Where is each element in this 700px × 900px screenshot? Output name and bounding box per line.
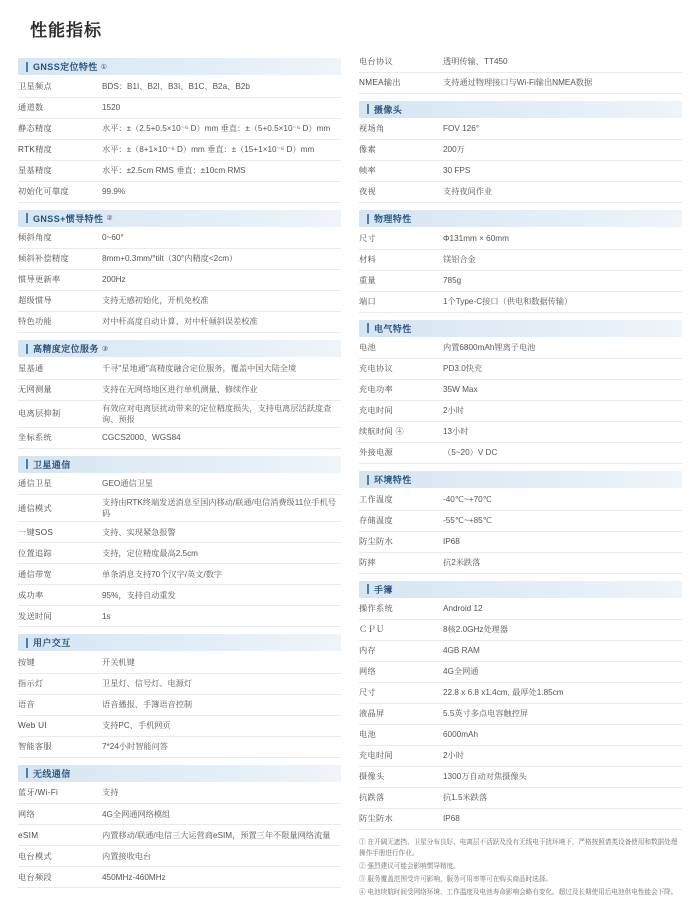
table-row — [359, 531, 682, 552]
table-row — [18, 673, 341, 694]
table-row — [359, 725, 682, 746]
spec-key: 智能客服 — [18, 736, 102, 757]
section-title: GNSS+惯导特性 — [33, 213, 104, 224]
table-row — [359, 182, 682, 203]
table-row — [18, 715, 341, 736]
spec-key: 尺寸 — [359, 228, 443, 249]
spec-value: 1个Type-C接口（供电和数据传输） — [443, 291, 682, 312]
spec-value: 200万 — [443, 140, 682, 161]
spec-value: 4G全网通网络模组 — [102, 804, 341, 825]
footnote-item: ④ 电池续航时间受网络环境、工作温度及电池寿命影响会略有变化。超过及长期使用后电池供电性能会下降。 — [359, 888, 678, 896]
table-row — [18, 379, 341, 400]
table-row — [359, 249, 682, 270]
table-row — [359, 270, 682, 291]
table-row — [359, 401, 682, 422]
spec-key: 特色功能 — [18, 312, 102, 333]
spec-key: 端口 — [359, 291, 443, 312]
spec-table — [359, 119, 682, 204]
table-row — [359, 443, 682, 464]
table-row — [18, 606, 341, 627]
spec-key: 视场角 — [359, 119, 443, 140]
table-row — [18, 228, 341, 249]
spec-value: 内置6800mAh锂离子电池 — [443, 338, 682, 359]
spec-key: 抗跌落 — [359, 788, 443, 809]
section-accent-bar — [367, 475, 369, 485]
table-row — [359, 599, 682, 620]
spec-key: 蓝牙/Wi-Fi — [18, 783, 102, 804]
spec-key: eSIM — [18, 825, 102, 846]
spec-value: 支持无感初始化，开机免校准 — [102, 291, 341, 312]
section-header — [359, 320, 682, 337]
spec-key: 指示灯 — [18, 673, 102, 694]
table-row — [18, 694, 341, 715]
spec-key: 倾斜补偿精度 — [18, 249, 102, 270]
spec-key: 材料 — [359, 249, 443, 270]
table-row — [18, 97, 341, 118]
table-row — [18, 400, 341, 427]
table-row — [359, 140, 682, 161]
section-title: GNSS定位特性 — [33, 62, 98, 72]
spec-key: 工作温度 — [359, 489, 443, 510]
spec-table — [359, 599, 682, 831]
spec-key: 防尘防水 — [359, 809, 443, 830]
spec-value: CGCS2000、WGS84 — [102, 427, 341, 448]
spec-value: 内置移动/联通/电信三大运营商eSIM，预置三年不限量网络流量 — [102, 825, 341, 846]
spec-value: 有效应对电离层扰动带来的定位精度损失，支持电离层活跃度查询、预报 — [102, 400, 341, 427]
spec-key: 电台频段 — [18, 867, 102, 888]
table-row — [18, 427, 341, 448]
spec-key: 内存 — [359, 641, 443, 662]
footnote-item: ① 在开阔无遮挡、卫星分布良好、电离层不活跃及没有无线电干扰环境下，严格按照请类设备使用和数据处理操作手册进行作业。 — [359, 839, 678, 857]
table-row — [359, 809, 682, 830]
spec-key: 无网测量 — [18, 379, 102, 400]
spec-value: 7*24小时智能问答 — [102, 736, 341, 757]
spec-value: 6000mAh — [443, 725, 682, 746]
spec-value: 4GB RAM — [443, 641, 682, 662]
spec-key: 防摔 — [359, 552, 443, 573]
spec-value: 内置接收电台 — [102, 846, 341, 867]
spec-value: PD3.0快充 — [443, 359, 682, 380]
spec-value: 30 FPS — [443, 161, 682, 182]
table-row — [18, 825, 341, 846]
spec-value: 支持通过物理接口与Wi-Fi输出NMEA数据 — [443, 72, 682, 93]
spec-key: 外接电源 — [359, 443, 443, 464]
table-row — [18, 846, 341, 867]
table-row — [359, 704, 682, 725]
section-title: 环境特性 — [374, 475, 412, 485]
table-row — [359, 422, 682, 443]
section-header — [18, 340, 341, 357]
spec-key: 星基精度 — [18, 160, 102, 181]
spec-key: 星基通 — [18, 358, 102, 379]
spec-table — [18, 652, 341, 758]
spec-value: 语音播报、手簿语音控制 — [102, 694, 341, 715]
table-row — [18, 139, 341, 160]
spec-key: 尺寸 — [359, 683, 443, 704]
footnote-item: ② 强烈建议可能会影响惯导精度。 — [359, 862, 460, 870]
spec-key: 摄像头 — [359, 767, 443, 788]
section-accent-bar — [26, 768, 28, 778]
table-row — [359, 683, 682, 704]
table-row — [18, 652, 341, 673]
section-title: 摄像头 — [374, 104, 403, 115]
spec-value: 1520 — [102, 97, 341, 118]
table-row — [359, 380, 682, 401]
table-row — [359, 119, 682, 140]
spec-value: 卫星灯、信号灯、电源灯 — [102, 673, 341, 694]
table-row — [18, 783, 341, 804]
spec-value: 支持由RTK终端发送消息至国内移动/联通/电信消费级11位手机号码 — [102, 495, 341, 522]
table-row — [359, 72, 682, 93]
spec-key: 重量 — [359, 270, 443, 291]
table-row — [18, 543, 341, 564]
section-accent-bar — [26, 459, 28, 469]
spec-value: 开关机键 — [102, 652, 341, 673]
spec-value: 水平：±2.5cm RMS 垂直：±10cm RMS — [102, 160, 341, 181]
spec-key: 静态精度 — [18, 118, 102, 139]
table-row — [359, 552, 682, 573]
section-accent-bar — [26, 62, 28, 72]
spec-key: 坐标系统 — [18, 427, 102, 448]
spec-key: 卫星频点 — [18, 76, 102, 97]
spec-key: 通道数 — [18, 97, 102, 118]
spec-value: 抗1.5米跌落 — [443, 788, 682, 809]
spec-key: 通信卫星 — [18, 474, 102, 495]
spec-key: 电池 — [359, 338, 443, 359]
spec-table — [359, 338, 682, 465]
spec-key: Web UI — [18, 715, 102, 736]
table-row — [18, 585, 341, 606]
section-accent-bar — [26, 638, 28, 648]
spec-value: 水平：±（8+1×10⁻⁶ D）mm 垂直：±（15+1×10⁻⁶ D）mm — [102, 139, 341, 160]
section-header — [18, 210, 341, 227]
section-header — [359, 210, 682, 227]
spec-value: -55℃~+85℃ — [443, 510, 682, 531]
spec-table — [18, 228, 341, 334]
spec-key: 惯导更新率 — [18, 270, 102, 291]
spec-value: Android 12 — [443, 599, 682, 620]
spec-value: 1s — [102, 606, 341, 627]
spec-value: 99.9% — [102, 181, 341, 202]
spec-key: 充电功率 — [359, 380, 443, 401]
spec-columns — [0, 51, 700, 900]
spec-value: 4G全网通 — [443, 662, 682, 683]
table-row — [18, 118, 341, 139]
table-row — [359, 161, 682, 182]
spec-value: 2小时 — [443, 401, 682, 422]
spec-table — [359, 489, 682, 574]
table-row — [359, 359, 682, 380]
spec-key: 通信带宽 — [18, 564, 102, 585]
spec-value: FOV 126° — [443, 119, 682, 140]
spec-key: 防尘防水 — [359, 531, 443, 552]
table-row — [18, 312, 341, 333]
section-accent-bar — [367, 584, 369, 594]
spec-value: 2小时 — [443, 746, 682, 767]
table-row — [359, 641, 682, 662]
spec-value: 千寻"星地通"高精度融合定位服务，覆盖中国大陆全境 — [102, 358, 341, 379]
spec-key: 通信模式 — [18, 495, 102, 522]
spec-key: 液晶屏 — [359, 704, 443, 725]
spec-table — [359, 51, 682, 94]
spec-key: 初始化可靠度 — [18, 181, 102, 202]
section-title: 高精度定位服务 — [33, 344, 99, 354]
spec-key: ＣＰＵ — [359, 620, 443, 641]
spec-value: Φ131mm × 60mm — [443, 228, 682, 249]
spec-key: 位置追踪 — [18, 543, 102, 564]
section-title: 电气特性 — [374, 323, 412, 334]
section-accent-bar — [26, 344, 28, 354]
table-row — [18, 249, 341, 270]
right-column — [359, 51, 682, 900]
spec-value: 支持，定位精度最高2.5cm — [102, 543, 341, 564]
table-row — [18, 160, 341, 181]
section-header — [359, 581, 682, 598]
spec-key: 电离层抑制 — [18, 400, 102, 427]
spec-key: 语音 — [18, 694, 102, 715]
left-column — [18, 51, 341, 900]
spec-key: 操作系统 — [359, 599, 443, 620]
section-header — [359, 471, 682, 488]
table-row — [18, 804, 341, 825]
spec-key: 电台协议 — [359, 51, 443, 72]
spec-value: 单条消息支持70个汉字/英文/数字 — [102, 564, 341, 585]
spec-key: 帧率 — [359, 161, 443, 182]
spec-value: 0~60° — [102, 228, 341, 249]
spec-value: 8mm+0.3mm/°tilt（30°内精度<2cm） — [102, 249, 341, 270]
spec-key: 存储温度 — [359, 510, 443, 531]
spec-value: 支持夜间作业 — [443, 182, 682, 203]
spec-value: IP68 — [443, 531, 682, 552]
table-row — [359, 489, 682, 510]
spec-value: （5~20）V DC — [443, 443, 682, 464]
spec-value: 支持 — [102, 783, 341, 804]
table-row — [359, 338, 682, 359]
table-row — [359, 291, 682, 312]
spec-value: 镁铝合金 — [443, 249, 682, 270]
footnote-item: ③ 服务覆盖范围受许可影响，服务可用率等可在购买商品时选择。 — [359, 875, 553, 883]
table-row — [359, 228, 682, 249]
spec-table — [18, 783, 341, 889]
spec-value: 35W Max — [443, 380, 682, 401]
spec-value: 95%，支持自动重发 — [102, 585, 341, 606]
spec-table — [18, 358, 341, 449]
section-footnote-marker: ③ — [101, 345, 109, 353]
spec-key: 按键 — [18, 652, 102, 673]
section-accent-bar — [367, 323, 369, 333]
table-row — [359, 620, 682, 641]
spec-value: 水平：±（2.5+0.5×10⁻⁶ D）mm 垂直：±（5+0.5×10⁻⁶ D）mm — [102, 118, 341, 139]
section-header — [18, 765, 341, 782]
section-title: 无线通信 — [33, 768, 71, 779]
section-title: 物理特性 — [374, 214, 412, 224]
table-row — [359, 767, 682, 788]
spec-value: 13小时 — [443, 422, 682, 443]
table-row — [18, 291, 341, 312]
spec-key: 发送时间 — [18, 606, 102, 627]
spec-value: 450MHz-460MHz — [102, 867, 341, 888]
table-row — [18, 270, 341, 291]
table-row — [18, 181, 341, 202]
section-accent-bar — [26, 213, 28, 223]
table-row — [18, 867, 341, 888]
spec-key: RTK精度 — [18, 139, 102, 160]
table-row — [18, 358, 341, 379]
section-accent-bar — [367, 214, 369, 224]
spec-value: 对中杆高度自动计算、对中杆倾斜误差校准 — [102, 312, 341, 333]
spec-key: 充电时间 — [359, 401, 443, 422]
spec-value: GEO通信卫星 — [102, 474, 341, 495]
spec-key: NMEA输出 — [359, 72, 443, 93]
section-header — [18, 634, 341, 651]
spec-table — [18, 76, 341, 203]
spec-value: 透明传输、TT450 — [443, 51, 682, 72]
section-header — [359, 101, 682, 118]
spec-table — [18, 474, 341, 628]
section-title: 卫星通信 — [33, 459, 71, 470]
spec-key: 像素 — [359, 140, 443, 161]
spec-key: 成功率 — [18, 585, 102, 606]
spec-key: 倾斜角度 — [18, 228, 102, 249]
section-header — [18, 456, 341, 473]
footnotes — [359, 838, 682, 898]
spec-value: 支持在无网络地区进行单机测量、修续作业 — [102, 379, 341, 400]
spec-value: -40℃~+70℃ — [443, 489, 682, 510]
table-row — [18, 76, 341, 97]
spec-value: 785g — [443, 270, 682, 291]
table-row — [359, 51, 682, 72]
table-row — [359, 662, 682, 683]
table-row — [359, 746, 682, 767]
spec-key: 续航时间 ④ — [359, 422, 443, 443]
spec-value: 支持、实现紧急报警 — [102, 522, 341, 543]
spec-key: 电台模式 — [18, 846, 102, 867]
section-footnote-marker: ② — [106, 215, 113, 222]
spec-key: 夜视 — [359, 182, 443, 203]
table-row — [359, 788, 682, 809]
spec-key: 充电时间 — [359, 746, 443, 767]
section-accent-bar — [367, 104, 369, 114]
table-row — [18, 495, 341, 522]
spec-key: 电池 — [359, 725, 443, 746]
table-row — [18, 736, 341, 757]
section-title: 用户交互 — [33, 638, 71, 649]
spec-key: 超级惯导 — [18, 291, 102, 312]
section-title: 手簿 — [374, 584, 393, 595]
spec-value: 支持PC、手机网页 — [102, 715, 341, 736]
table-row — [18, 564, 341, 585]
spec-value: 22.8 x 6.8 x1.4cm, 最厚处1.85cm — [443, 683, 682, 704]
spec-table — [359, 228, 682, 313]
spec-value: BDS：B1I、B2I、B3I、B1C、B2a、B2b — [102, 76, 341, 97]
spec-key: 一键SOS — [18, 522, 102, 543]
section-footnote-marker: ① — [100, 63, 107, 71]
table-row — [18, 522, 341, 543]
section-header — [18, 58, 341, 75]
spec-key: 网络 — [18, 804, 102, 825]
spec-value: 抗2米跌落 — [443, 552, 682, 573]
table-row — [18, 474, 341, 495]
spec-key: 网络 — [359, 662, 443, 683]
table-row — [359, 510, 682, 531]
page-title: 性能指标 — [30, 21, 102, 40]
spec-key: 充电协议 — [359, 359, 443, 380]
spec-value: IP68 — [443, 809, 682, 830]
spec-value: 8核2.0GHz处理器 — [443, 620, 682, 641]
spec-value: 200Hz — [102, 270, 341, 291]
spec-value: 5.5英寸多点电容触控屏 — [443, 704, 682, 725]
spec-value: 1300万自动对焦摄像头 — [443, 767, 682, 788]
